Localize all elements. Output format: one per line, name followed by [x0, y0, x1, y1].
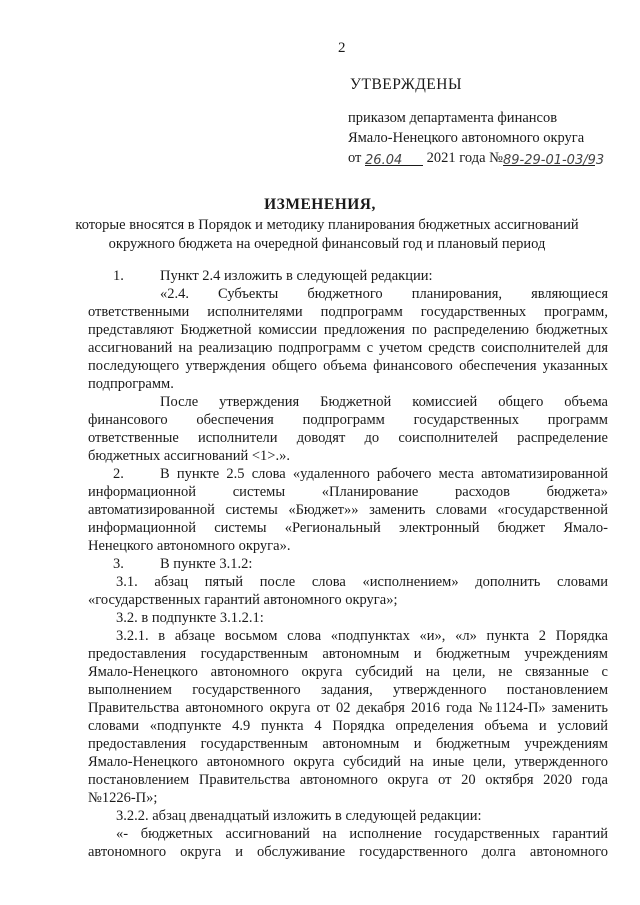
paragraph-line: ответственными исполнителями подпрограмм государственных программ, — [88, 304, 608, 320]
subtitle-line-1: которые вносятся в Порядок и методику планирования бюджетных ассигнований — [75, 217, 579, 233]
approval-heading: УТВЕРЖДЕНЫ — [350, 76, 462, 93]
order-number-handwritten: 89-29-01-03/93 — [502, 153, 605, 168]
document-title: ИЗМЕНЕНИЯ, — [264, 196, 376, 213]
paragraph-line: «государственных гарантий автономного округа»; — [88, 592, 398, 608]
paragraph-line: информационной системы «Региональный электронный бюджет Ямало- — [88, 520, 608, 536]
paragraph-line: предоставления государственным автономным и бюджетным учреждениям — [88, 646, 608, 662]
paragraph-line: «2.4. Субъекты бюджетного планирования, являющиеся — [160, 286, 608, 302]
list-number-1: 1. — [113, 268, 124, 284]
order-year: 2021 года № — [426, 150, 503, 166]
paragraph-line: ассигнований на реализацию подпрограмм с учетом средств соисполнителей для — [88, 340, 608, 356]
paragraph-line: автономного округа и обслуживание государственного долга автономного — [88, 844, 608, 860]
paragraph-line: Ямало-Ненецкого автономного округа субсидий на цели, не связанные с — [88, 664, 608, 680]
list-number-2: 2. — [113, 466, 124, 482]
paragraph-line: В пункте 3.1.2: — [160, 556, 253, 572]
paragraph-line: словами «подпункте 4.9 пункта 4 Порядка определения объема и условий — [88, 718, 608, 734]
paragraph-line: ответственные исполнители доводят до соисполнителей распределение — [88, 430, 608, 446]
order-line-1: приказом департамента финансов — [348, 110, 558, 126]
paragraph-line: последующего утверждения общего объема финансового обеспечения указанных — [88, 358, 608, 374]
order-line-2: Ямало-Ненецкого автономного округа — [348, 130, 585, 146]
paragraph-line: 3.2.2. абзац двенадцатый изложить в следующей редакции: — [116, 808, 482, 824]
paragraph-line: подпрограмм. — [88, 376, 174, 392]
subtitle-line-2: окружного бюджета на очередной финансовый год и плановый период — [108, 236, 546, 252]
paragraph-line: 3.1. абзац пятый после слова «исполнением» дополнить словами — [116, 574, 608, 590]
order-number-field — [502, 150, 605, 168]
paragraph-line: автоматизированной системы «Бюджет»» заменить словами «государственной — [88, 502, 608, 518]
order-date-handwritten: 26.04 — [365, 153, 403, 168]
document-subtitle — [60, 216, 594, 254]
paragraph-line: постановлением Правительства автономного округа от 20 октября 2020 года — [88, 772, 608, 788]
paragraph-line: В пункте 2.5 слова «удаленного рабочего места автоматизированной — [160, 466, 608, 482]
paragraph-line: №1226-П»; — [88, 790, 158, 806]
order-line-3 — [348, 148, 605, 168]
paragraph-line: предоставления государственным автономным и бюджетным учреждениям — [88, 736, 608, 752]
paragraph-line: представляют Бюджетной комиссии предложения по распределению бюджетных — [88, 322, 608, 338]
paragraph-line: финансового обеспечения подпрограмм государственных программ — [88, 412, 608, 428]
paragraph-line: выполнением государственного задания, утвержденного постановлением — [88, 682, 608, 698]
paragraph-line: Ямало-Ненецкого автономного округа субсидий на иные цели, утвержденного — [88, 754, 608, 770]
order-from: от — [348, 150, 362, 166]
paragraph-line: Пункт 2.4 изложить в следующей редакции: — [160, 268, 433, 284]
order-date-field — [365, 150, 423, 166]
paragraph-line: После утверждения Бюджетной комиссией общего объема — [160, 394, 608, 410]
paragraph-line: 3.2. в подпункте 3.1.2.1: — [116, 610, 264, 626]
paragraph-line: 3.2.1. в абзаце восьмом слова «подпунктах «и», «л» пункта 2 Порядка — [116, 628, 608, 644]
page-number: 2 — [338, 40, 346, 56]
paragraph-line: Правительства автономного округа от 02 декабря 2016 года №1124-П» заменить — [88, 700, 608, 716]
paragraph-line: Ненецкого автономного округа». — [88, 538, 291, 554]
approval-order-block — [348, 108, 605, 168]
paragraph-line: «- бюджетных ассигнований на исполнение государственных гарантий — [116, 826, 608, 842]
paragraph-line: информационной системы «Планирование расходов бюджета» — [88, 484, 608, 500]
list-number-3: 3. — [113, 556, 124, 572]
paragraph-line: бюджетных ассигнований <1>.». — [88, 448, 290, 464]
